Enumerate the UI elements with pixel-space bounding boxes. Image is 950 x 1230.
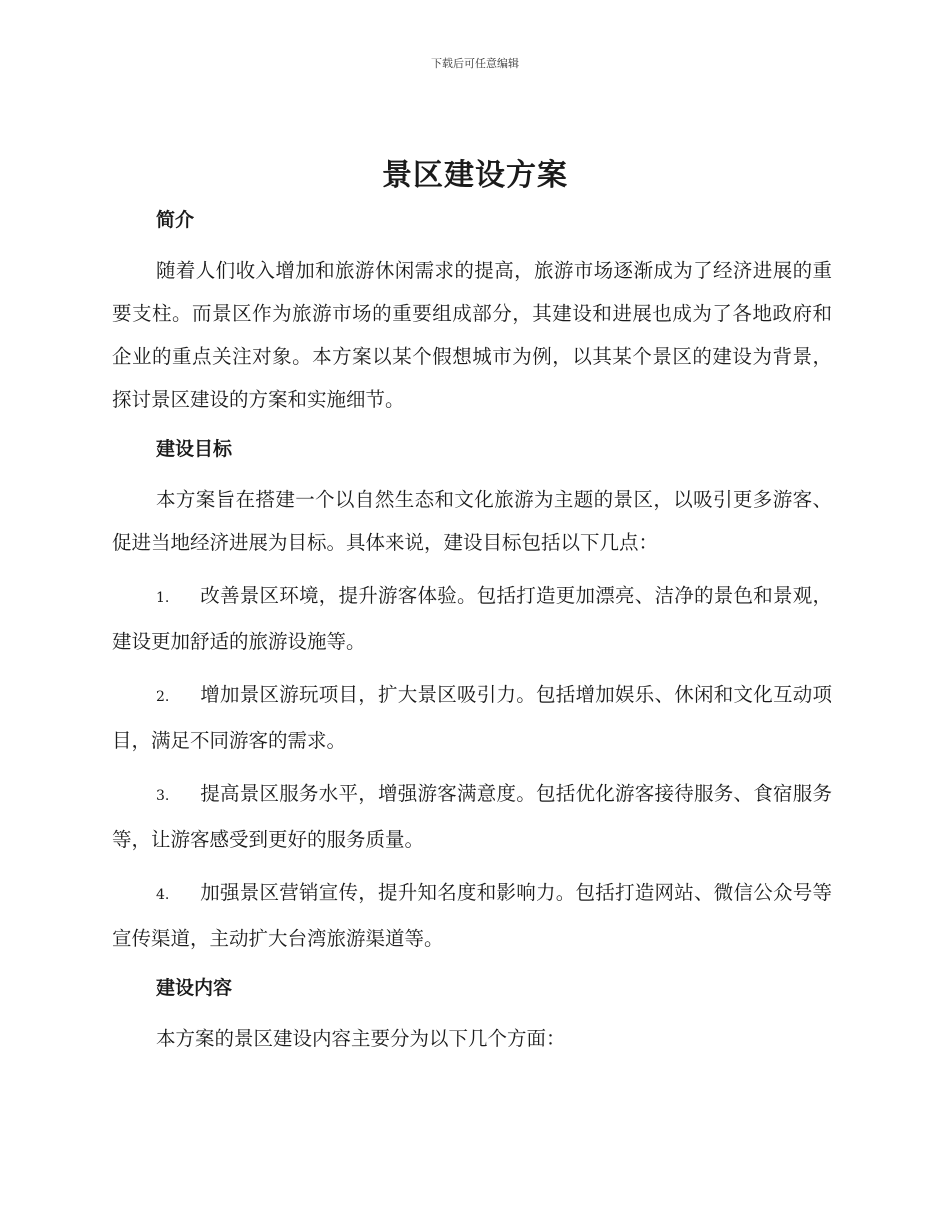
list-item: [112, 871, 832, 960]
list-item-number: 4.: [156, 887, 170, 903]
section-heading-goals: 建设目标: [156, 438, 233, 460]
document-title: 景区建设方案: [382, 158, 568, 193]
intro-paragraph: 随着人们收入增加和旅游休闲需求的提高，旅游市场逐渐成为了经济进展的重要支柱。而景区作为旅游市场的重要组成部分，其建设和进展也成为了各地政府和企业的重点关注对象。本方案以某个假想城市为例，以其某个景区的建设为背景，探讨景区建设的方案和实施细节。: [112, 259, 832, 411]
document-body: [112, 202, 832, 1060]
list-item-text: 提高景区服务水平，增强游客满意度。包括优化游客接待服务、食宿服务等，让游客感受到更好的服务质量。: [112, 782, 832, 851]
list-item-text: 增加景区游玩项目，扩大景区吸引力。包括增加娱乐、休闲和文化互动项目，满足不同游客的需求。: [112, 683, 832, 752]
list-item: [112, 772, 832, 861]
list-item-number: 1.: [156, 590, 170, 606]
list-item-text: 加强景区营销宣传，提升知名度和影响力。包括打造网站、微信公众号等宣传渠道，主动扩大台湾旅游渠道等。: [112, 881, 832, 950]
section-heading-content: 建设内容: [156, 977, 233, 999]
goals-paragraph: 本方案旨在搭建一个以自然生态和文化旅游为主题的景区，以吸引更多游客、促进当地经济进展为目标。具体来说，建设目标包括以下几点：: [112, 488, 832, 554]
list-item-number: 2.: [156, 689, 170, 705]
section-heading-intro: 简介: [156, 209, 195, 231]
list-item: [112, 574, 832, 663]
list-item-text: 改善景区环境，提升游客体验。包括打造更加漂亮、洁净的景色和景观，建设更加舒适的旅游设施等。: [112, 584, 832, 653]
header-note: 下载后可任意编辑: [431, 57, 519, 70]
list-item: [112, 673, 832, 762]
list-item-number: 3.: [156, 788, 170, 804]
content-paragraph: 本方案的景区建设内容主要分为以下几个方面：: [156, 1027, 566, 1050]
